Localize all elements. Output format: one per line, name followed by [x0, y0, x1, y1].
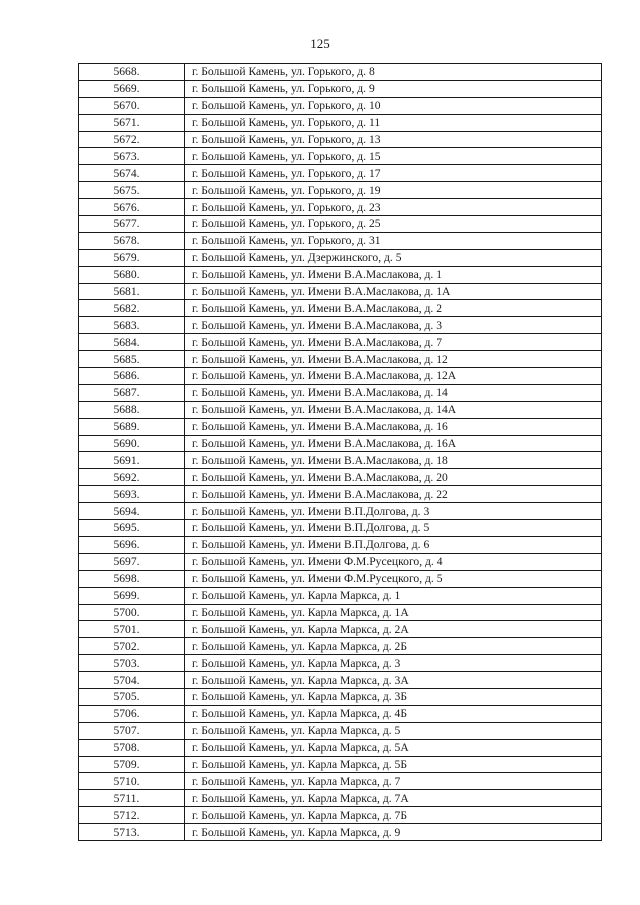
table-row [79, 638, 602, 655]
row-address: г. Большой Камень, ул. Имени В.А.Маслакова, д. 1 [185, 266, 602, 283]
table-row [79, 756, 602, 773]
row-number: 5691. [79, 452, 185, 469]
row-address: г. Большой Камень, ул. Имени В.П.Долгова, д. 3 [185, 503, 602, 520]
table-row [79, 131, 602, 148]
row-address: г. Большой Камень, ул. Карла Маркса, д. 3А [185, 672, 602, 689]
table-row [79, 199, 602, 216]
table-row [79, 216, 602, 233]
row-address: г. Большой Камень, ул. Горького, д. 11 [185, 114, 602, 131]
table-row [79, 232, 602, 249]
row-number: 5710. [79, 773, 185, 790]
table-row [79, 722, 602, 739]
row-number: 5706. [79, 705, 185, 722]
table-row [79, 401, 602, 418]
table-row [79, 520, 602, 537]
row-number: 5694. [79, 503, 185, 520]
row-number: 5704. [79, 672, 185, 689]
table-row [79, 435, 602, 452]
row-address: г. Большой Камень, ул. Имени В.А.Маслакова, д. 16 [185, 418, 602, 435]
row-number: 5709. [79, 756, 185, 773]
table-row [79, 368, 602, 385]
table-row [79, 418, 602, 435]
row-address: г. Большой Камень, ул. Горького, д. 13 [185, 131, 602, 148]
row-address: г. Большой Камень, ул. Горького, д. 23 [185, 199, 602, 216]
row-number: 5680. [79, 266, 185, 283]
table-row [79, 587, 602, 604]
row-number: 5703. [79, 655, 185, 672]
row-address: г. Большой Камень, ул. Имени В.П.Долгова, д. 6 [185, 536, 602, 553]
row-number: 5682. [79, 300, 185, 317]
row-address: г. Большой Камень, ул. Карла Маркса, д. 2А [185, 621, 602, 638]
table-row [79, 739, 602, 756]
row-address: г. Большой Камень, ул. Имени В.П.Долгова, д. 5 [185, 520, 602, 537]
row-number: 5713. [79, 824, 185, 841]
table-row [79, 266, 602, 283]
table-row [79, 604, 602, 621]
row-number: 5705. [79, 688, 185, 705]
row-address: г. Большой Камень, ул. Дзержинского, д. 5 [185, 249, 602, 266]
row-address: г. Большой Камень, ул. Карла Маркса, д. 4Б [185, 705, 602, 722]
row-address: г. Большой Камень, ул. Карла Маркса, д. 5 [185, 722, 602, 739]
row-address: г. Большой Камень, ул. Карла Маркса, д. 7А [185, 790, 602, 807]
row-number: 5712. [79, 807, 185, 824]
row-address: г. Большой Камень, ул. Имени Ф.М.Русецкого, д. 5 [185, 570, 602, 587]
row-number: 5700. [79, 604, 185, 621]
row-address: г. Большой Камень, ул. Карла Маркса, д. 1 [185, 587, 602, 604]
row-number: 5668. [79, 64, 185, 81]
table-row [79, 486, 602, 503]
table-row [79, 148, 602, 165]
row-number: 5675. [79, 182, 185, 199]
table-row [79, 824, 602, 841]
row-number: 5711. [79, 790, 185, 807]
row-number: 5673. [79, 148, 185, 165]
table-row [79, 351, 602, 368]
row-address: г. Большой Камень, ул. Имени В.А.Маслакова, д. 3 [185, 317, 602, 334]
row-address: г. Большой Камень, ул. Горького, д. 31 [185, 232, 602, 249]
row-address: г. Большой Камень, ул. Имени В.А.Маслакова, д. 12А [185, 368, 602, 385]
row-number: 5669. [79, 80, 185, 97]
table-row [79, 97, 602, 114]
table-row [79, 570, 602, 587]
row-number: 5679. [79, 249, 185, 266]
row-address: г. Большой Камень, ул. Карла Маркса, д. 9 [185, 824, 602, 841]
row-number: 5702. [79, 638, 185, 655]
row-address: г. Большой Камень, ул. Имени В.А.Маслакова, д. 1А [185, 283, 602, 300]
row-address: г. Большой Камень, ул. Карла Маркса, д. 7 [185, 773, 602, 790]
row-address: г. Большой Камень, ул. Карла Маркса, д. 3 [185, 655, 602, 672]
table-row [79, 655, 602, 672]
table-body [79, 64, 602, 841]
table-row [79, 182, 602, 199]
row-address: г. Большой Камень, ул. Горького, д. 9 [185, 80, 602, 97]
row-number: 5690. [79, 435, 185, 452]
row-number: 5676. [79, 199, 185, 216]
row-number: 5693. [79, 486, 185, 503]
table-row [79, 536, 602, 553]
row-address: г. Большой Камень, ул. Имени В.А.Маслакова, д. 22 [185, 486, 602, 503]
row-number: 5686. [79, 368, 185, 385]
table-row [79, 334, 602, 351]
row-address: г. Большой Камень, ул. Имени В.А.Маслакова, д. 20 [185, 469, 602, 486]
row-address: г. Большой Камень, ул. Имени В.А.Маслакова, д. 14А [185, 401, 602, 418]
row-address: г. Большой Камень, ул. Горького, д. 17 [185, 165, 602, 182]
row-address: г. Большой Камень, ул. Карла Маркса, д. 2Б [185, 638, 602, 655]
row-number: 5671. [79, 114, 185, 131]
row-number: 5696. [79, 536, 185, 553]
row-address: г. Большой Камень, ул. Имени В.А.Маслакова, д. 12 [185, 351, 602, 368]
table-row [79, 672, 602, 689]
row-number: 5685. [79, 351, 185, 368]
table-row [79, 300, 602, 317]
row-number: 5695. [79, 520, 185, 537]
table-row [79, 452, 602, 469]
row-number: 5689. [79, 418, 185, 435]
table-row [79, 503, 602, 520]
row-address: г. Большой Камень, ул. Горького, д. 10 [185, 97, 602, 114]
row-address: г. Большой Камень, ул. Имени В.А.Маслакова, д. 7 [185, 334, 602, 351]
row-number: 5681. [79, 283, 185, 300]
row-number: 5678. [79, 232, 185, 249]
row-address: г. Большой Камень, ул. Имени В.А.Маслакова, д. 18 [185, 452, 602, 469]
row-number: 5697. [79, 553, 185, 570]
row-address: г. Большой Камень, ул. Горького, д. 8 [185, 64, 602, 81]
row-address: г. Большой Камень, ул. Карла Маркса, д. 5Б [185, 756, 602, 773]
table-row [79, 384, 602, 401]
table-row [79, 773, 602, 790]
table-row [79, 249, 602, 266]
row-number: 5708. [79, 739, 185, 756]
row-number: 5699. [79, 587, 185, 604]
row-number: 5683. [79, 317, 185, 334]
row-number: 5707. [79, 722, 185, 739]
row-address: г. Большой Камень, ул. Карла Маркса, д. 3Б [185, 688, 602, 705]
table-row [79, 165, 602, 182]
row-address: г. Большой Камень, ул. Имени В.А.Маслакова, д. 14 [185, 384, 602, 401]
row-address: г. Большой Камень, ул. Карла Маркса, д. 1А [185, 604, 602, 621]
row-number: 5688. [79, 401, 185, 418]
page-number: 125 [310, 36, 330, 51]
row-number: 5674. [79, 165, 185, 182]
table-row [79, 80, 602, 97]
row-number: 5701. [79, 621, 185, 638]
table-row [79, 688, 602, 705]
row-address: г. Большой Камень, ул. Имени В.А.Маслакова, д. 2 [185, 300, 602, 317]
row-number: 5687. [79, 384, 185, 401]
row-number: 5672. [79, 131, 185, 148]
table-row [79, 705, 602, 722]
table-row [79, 807, 602, 824]
table-row [79, 553, 602, 570]
row-number: 5692. [79, 469, 185, 486]
table-row [79, 317, 602, 334]
table-row [79, 114, 602, 131]
table-row [79, 469, 602, 486]
row-address: г. Большой Камень, ул. Горького, д. 19 [185, 182, 602, 199]
row-address: г. Большой Камень, ул. Горького, д. 25 [185, 216, 602, 233]
row-number: 5670. [79, 97, 185, 114]
row-address: г. Большой Камень, ул. Горького, д. 15 [185, 148, 602, 165]
row-number: 5677. [79, 216, 185, 233]
row-number: 5684. [79, 334, 185, 351]
row-address: г. Большой Камень, ул. Карла Маркса, д. 5А [185, 739, 602, 756]
table-row [79, 283, 602, 300]
table-row [79, 790, 602, 807]
row-address: г. Большой Камень, ул. Имени В.А.Маслакова, д. 16А [185, 435, 602, 452]
table-row [79, 621, 602, 638]
row-number: 5698. [79, 570, 185, 587]
row-address: г. Большой Камень, ул. Имени Ф.М.Русецкого, д. 4 [185, 553, 602, 570]
address-table [78, 63, 602, 841]
row-address: г. Большой Камень, ул. Карла Маркса, д. 7Б [185, 807, 602, 824]
table-row [79, 64, 602, 81]
